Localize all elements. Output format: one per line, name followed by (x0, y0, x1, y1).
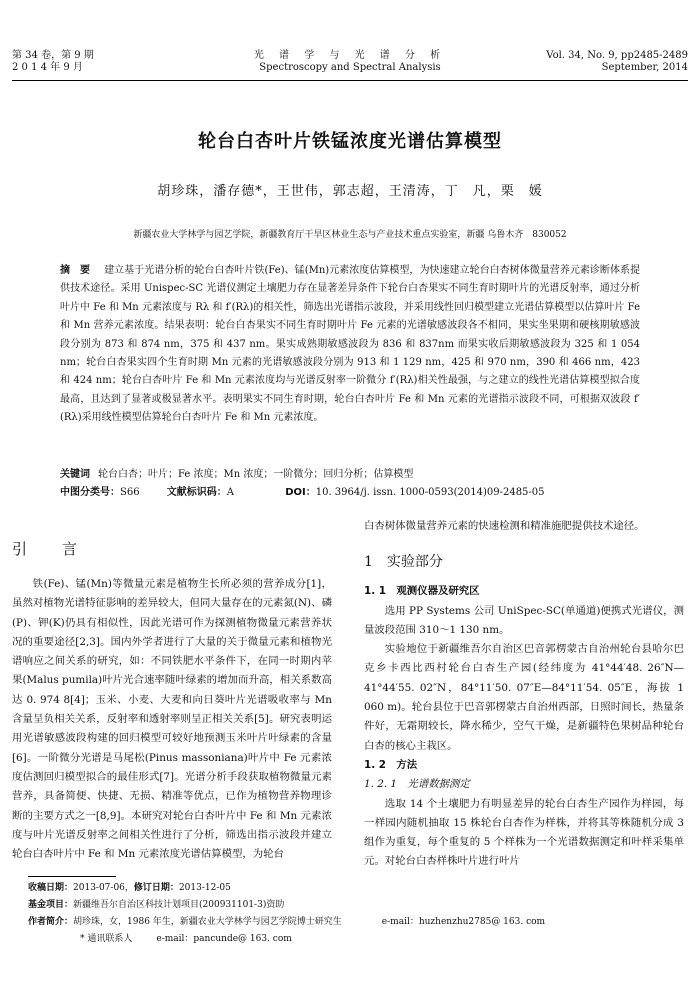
left-column (12, 575, 332, 864)
date-en: September, 2014 (601, 62, 688, 73)
revised-date: 2013-12-05 (178, 883, 231, 893)
volume-issue-zh: 第 34 卷，第 9 期 (12, 50, 94, 61)
author-email: huzhenzhu2785@ 163. com (418, 917, 546, 927)
spectral-method-paragraph: 选取 14 个土壤肥力有明显差异的轮台白杏生产园作为样园，每一样园内随机抽取 15 株轮台白杏作为样株，并将其等株随机分成 3 组作为重复，每个重复的 5 个样株为一个光谱数据测定和叶样采集单元。对轮台白杏样株叶片进行叶片 (364, 797, 684, 868)
volume-issue-en: Vol. 34, No. 9, pp2485-2489 (546, 50, 688, 61)
right-column (364, 517, 684, 872)
section-heading-experiment: 1 实验部分 (364, 554, 443, 571)
received-date: 2013-07-06， (73, 883, 134, 893)
author-list: 胡珍珠，潘存德*，王世伟，郭志超，王清涛，丁 凡，栗 媛 (157, 184, 543, 199)
journal-title-en: Spectroscopy and Spectral Analysis (259, 62, 441, 73)
footnotes (28, 880, 678, 948)
abstract (60, 262, 640, 428)
corresponding-email: pancunde@ 163. com (193, 934, 292, 944)
instrument-paragraph: 选用 PP Systems 公司 UniSpec-SC(单通道)便携式光谱仪，测量波段范围 310～1 130 nm。 (364, 604, 684, 636)
footnote-corresponding (28, 931, 678, 948)
subsubsection-heading-spectral-data: 1. 2. 1 光谱数据测定 (364, 778, 470, 791)
doc-code-value: A (226, 487, 234, 498)
doc-code-label: 文献标识码： (166, 487, 227, 498)
intro-continuation: 白杏树体微量营养元素的快速检测和精准施肥提供技术途径。 (364, 520, 645, 532)
affiliation: 新疆农业大学林学与园艺学院，新疆教育厅干旱区林业生态与产业技术重点实验室，新疆 乌鲁木齐 830052 (133, 230, 567, 240)
bio-label: 作者简介： (28, 917, 74, 927)
keywords-label: 关键词 (60, 469, 90, 480)
subsection-heading-instruments: 1. 1 观测仪器及研究区 (364, 585, 480, 598)
header-rule (12, 80, 688, 81)
intro-heading: 引 言 (12, 540, 88, 558)
abstract-label: 摘 要 (60, 265, 91, 276)
abstract-text: 建立基于光谱分析的轮台白杏叶片铁(Fe)、锰(Mn)元素浓度估算模型，为快速建立轮台白杏树体微量营养元素诊断体系提供技术途径。采用 Unispec-SC 光谱仪测定土壤肥力存在显著差异条件下轮台白杏果实不同生育时期叶片的光谱反射率，通过分析叶片中 Fe 和 Mn 元素浓度与 Rλ 和 f′(Rλ)的相关性，筛选出光谱指示波段，并采用线性回归模型建立光谱估算模型以估算叶片 Fe 和 Mn 营养元素浓度。结果表明：轮台白杏果实不同生育时期叶片 Fe 元素的光谱敏感波段各不相同，果实坐果期和硬核期敏感波段分别为 873 和 874 nm，375 和 437 nm。果实成熟期敏感波段为 836 和 837nm 而果实收后期敏感波段为 325 和 1 054 nm；轮台白杏果实四个生育时期 Mn 元素的光谱敏感波段分别为 913 和 1 129 nm，425 和 970 nm，390 和 466 nm，423 和 424 nm；轮台白杏叶片 Fe 和 Mn 元素浓度均与光谱反射率一阶微分 f′(Rλ)相关性最强，与之建立的线性光谱估算模型拟合度最高，且达到了显著或极显著水平。表明果实不同生育时期，轮台白杏叶片 Fe 和 Mn 元素的光谱指示波段不同，可根据双波段 f′(Rλ)采用线性模型估算轮台白杏叶片 Fe 和 Mn 元素浓度。 (60, 265, 640, 424)
running-header-right (546, 50, 688, 74)
journal-title-zh: 光 谱 学 与 光 谱 分 析 (253, 50, 447, 61)
footnote-dates (28, 880, 678, 897)
clc-label: 中图分类号： (60, 487, 120, 498)
fund-label: 基金项目： (28, 900, 74, 910)
fund-text: 新疆维吾尔自治区科技计划项目(200931101-3)资助 (73, 900, 285, 910)
footnote-bio (28, 914, 678, 931)
email-label: e-mail： (381, 917, 419, 927)
corresponding-label: * 通讯联系人 (80, 934, 133, 944)
study-area-paragraph: 实验地位于新疆维吾尔自治区巴音郭楞蒙古自治州轮台县哈尔巴克乡卡西比西村轮台白杏生产园(经纬度为 41°44′48. 26″N—41°44′55. 02″N，84°11′50. 07″E—84°11′54. 05″E，海拔 1 060 m)。轮台县位于巴音郭楞蒙古自治州西部，日照时间长，热量条件好，无霜期较长，降水稀少，空气干燥，是新疆特色果树品种轮台白杏的核心主栽区。 (364, 643, 684, 752)
doi-value: 10. 3964/j. issn. 1000-0593(2014)09-2485-05 (315, 487, 545, 498)
subsection-heading-methods: 1. 2 方法 (364, 758, 418, 771)
footnote-rule (28, 876, 116, 877)
bio-text: 胡珍珠，女，1986 年生，新疆农业大学林学与园艺学院博士研究生 (73, 917, 342, 927)
keywords (60, 466, 660, 484)
revised-label: 修订日期： (133, 883, 179, 893)
keywords-text: 轮台白杏；叶片；Fe 浓度；Mn 浓度；一阶微分；回归分析；估算模型 (98, 469, 414, 480)
received-label: 收稿日期： (28, 883, 74, 893)
date-zh: 2 0 1 4 年 9 月 (12, 62, 83, 73)
corresponding-email-label: e-mail： (156, 934, 194, 944)
classification-line (60, 484, 660, 502)
footnote-fund (28, 897, 678, 914)
paper-title: 轮台白杏叶片铁锰浓度光谱估算模型 (198, 131, 502, 152)
clc-value: S66 (120, 487, 140, 498)
intro-paragraph: 铁(Fe)、锰(Mn)等微量元素是植物生长所必须的营养成分[1]，虽然对植物光谱特征影响的差异较大，但同大量存在的元素氮(N)、磷(P)、钾(K)仍具有相似性，因此光谱可作为探测植物微量元素营养状况的重要途径[2,3]。国内外学者进行了大量的关于微量元素和植物光谱响应之间关系的研究，如：不同铁肥水平条件下，在同一时期内苹果(Malus pumila)叶片光合速率随叶绿素的增加而升高，相关系数高达 0. 974 8[4]；玉米、小麦、大麦和向日葵叶片光谱吸收率与 Mn 含量呈负相关关系，反射率和透射率则呈正相关关系[5]。研究表明运用光谱敏感波段构建的回归模型可较好地预测玉米叶片叶绿素的含量[6]。一阶微分光谱是马尾松(Pinus massoniana)叶片中 Fe 元素浓度估测回归模型拟合的最佳形式[7]。光谱分析手段获取植物微量元素营养，具备简便、快捷、无损、精准等优点，已作为植物营养物理诊断的主要方式之一[8,9]。本研究对轮台白杏叶片中 Fe 和 Mn 元素浓度与叶片光谱反射率之间相关性进行了分析，筛选出指示波段并建立轮台白杏叶片中 Fe 和 Mn 元素浓度光谱估算模型，为轮台 (12, 578, 332, 861)
doi-label: DOI： (285, 487, 316, 498)
